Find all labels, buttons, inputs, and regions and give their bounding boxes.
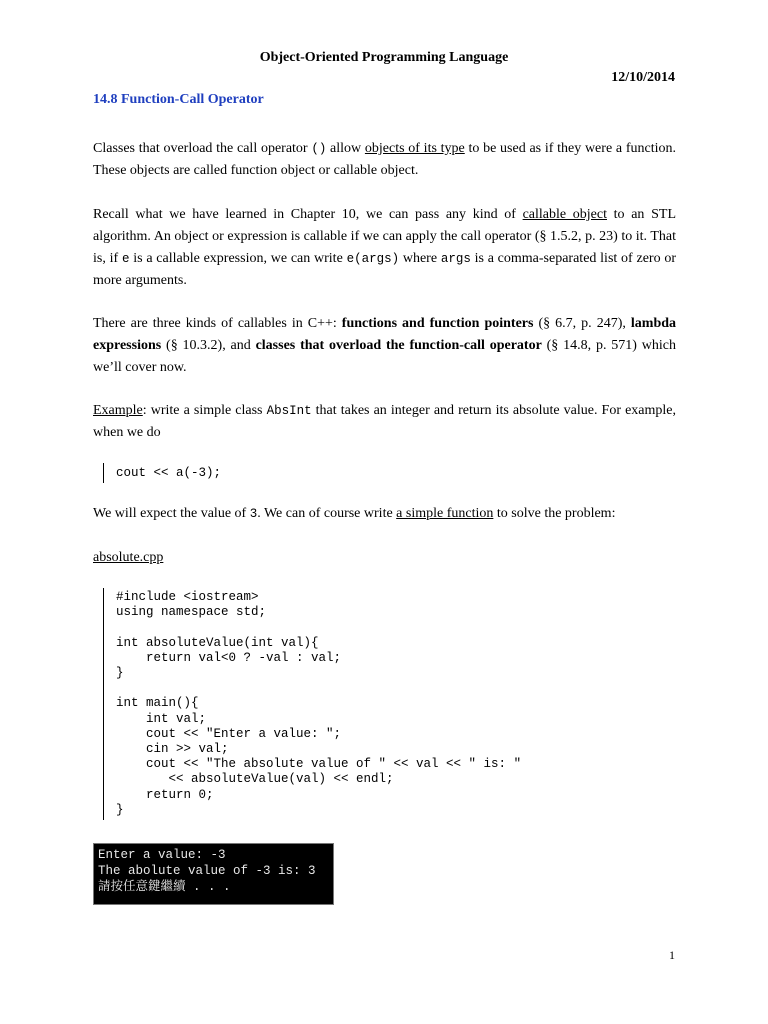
console-line: The abolute value of -3 is: 3 (98, 864, 316, 878)
filename: absolute.cpp (93, 550, 164, 565)
text-run: Recall what we have learned in Chapter 10, we can pass any kind of (93, 207, 523, 222)
underlined-term: a simple function (396, 506, 494, 521)
inline-code: () (311, 142, 327, 156)
inline-code: args (440, 252, 471, 266)
text-run: to be used as if they were a function. These objects are called function object or callable object. (93, 141, 676, 178)
paragraph-recall (93, 204, 676, 292)
console-line: Enter a value: -3 (98, 848, 226, 862)
filename-label (93, 547, 676, 569)
text-run: There are three kinds of callables in C++: (93, 316, 342, 331)
page-number: 1 (669, 948, 675, 962)
code-line: int absoluteValue(int val){ (116, 635, 319, 650)
text-run: is a comma-separated list of zero or more arguments. (93, 251, 677, 288)
text-run: We will expect the value of (93, 506, 250, 521)
console-line: 請按任意鍵繼續 . . . (98, 880, 231, 894)
text-run: : write a simple class (142, 403, 267, 418)
code-line: #include <iostream> (116, 590, 259, 604)
text-run: allow (326, 141, 365, 156)
code-line: cout << "Enter a value: "; (116, 726, 342, 741)
document-header-title: Object-Oriented Programming Language (259, 50, 509, 65)
text-run: to an STL algorithm. An object or expression is callable if we can apply the call operator (§ 1.5.2, p. 23) to it. That is, if (93, 207, 676, 266)
inline-code: AbsInt (266, 404, 312, 418)
inline-code: e (121, 252, 130, 266)
bold-term: lambda expressions (93, 316, 677, 353)
text-run: is a callable expression, we can write (129, 251, 347, 266)
bold-term: functions and function pointers (341, 316, 534, 331)
underlined-term: Example (93, 403, 143, 418)
code-line: } (116, 802, 124, 817)
text-run: (§ 10.3.2), and (161, 338, 256, 353)
inline-code: 3 (249, 507, 258, 521)
code-line: << absoluteValue(val) << endl; (116, 772, 394, 787)
paragraph-example (93, 400, 676, 444)
text-run: where (399, 251, 441, 266)
code-line: using namespace std; (116, 605, 267, 620)
console-output (93, 843, 334, 905)
code-line: int val; (116, 711, 207, 726)
underlined-term: objects of its type (364, 141, 465, 156)
paragraph-intro (93, 138, 676, 182)
underlined-term: callable object (522, 207, 607, 222)
text-run: that takes an integer and return its absolute value. For example, when we do (93, 403, 676, 440)
paragraph-expectation (93, 503, 676, 525)
code-snippet: cout << a(-3); (103, 463, 221, 483)
text-run: to solve the problem: (493, 506, 616, 521)
text-run: . We can of course write (257, 506, 397, 521)
code-line: int main(){ (116, 696, 199, 711)
text-run: (§ 6.7, p. 247), (533, 316, 631, 331)
inline-code: e(args) (346, 252, 400, 266)
code-line: cout << "The absolute value of " << val << " is: " (116, 757, 522, 772)
console-text (98, 847, 329, 895)
paragraph-callables (93, 313, 676, 379)
code-line: return 0; (116, 787, 214, 802)
document-date: 12/10/2014 (611, 70, 675, 85)
code-listing (116, 590, 521, 818)
code-line: cin >> val; (116, 742, 229, 757)
code-block (103, 588, 521, 820)
text-run: (§ 14.8, p. 571) which we’ll cover now. (93, 338, 677, 375)
bold-term: classes that overload the function-call operator (255, 338, 542, 353)
text-run: Classes that overload the call operator (93, 141, 312, 156)
code-line: return val<0 ? -val : val; (116, 650, 342, 665)
code-line: } (116, 666, 124, 681)
section-heading: 14.8 Function-Call Operator (93, 92, 264, 107)
